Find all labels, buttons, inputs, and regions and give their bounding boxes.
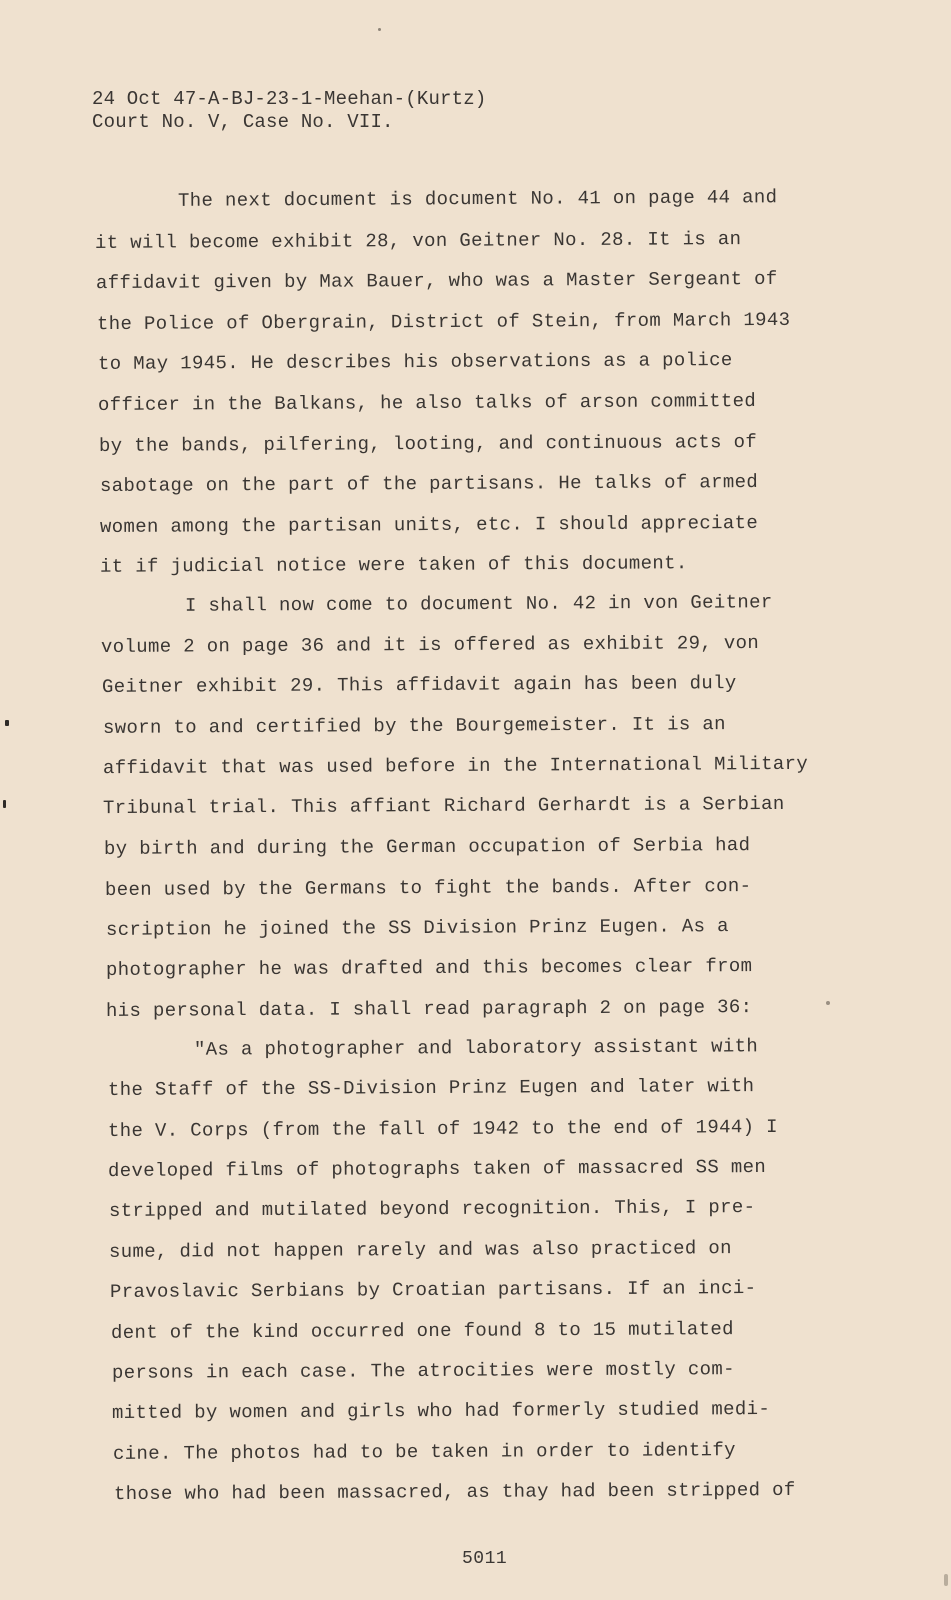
text-line: developed films of photographs taken of massacred SS men [107, 1155, 767, 1183]
text-line: to May 1945. He describes his observations as a police [97, 349, 733, 375]
text-line: volume 2 on page 36 and it is offered as exhibit 29, von [100, 631, 760, 659]
text-line: Geitner exhibit 29. This affidavit again has been duly [101, 672, 737, 698]
text-line: those who had been massacred, as thay had been stripped of [113, 1478, 796, 1506]
text-line: sume, did not happen rarely and was also practiced on [108, 1237, 732, 1263]
paper-speck [378, 28, 381, 31]
text-line: by birth and during the German occupation of Serbia had [103, 834, 751, 860]
text-line: been used by the Germans to fight the bands. After con- [104, 875, 752, 901]
text-line: scription he joined the SS Division Prinz Eugen. As a [105, 915, 729, 941]
text-line: stripped and mutilated beyond recognition. This, I pre- [108, 1196, 756, 1222]
text-line: his personal data. I shall read paragraph 2 on page 36: [105, 996, 753, 1022]
text-line: Tribunal trial. This affiant Richard Gerhardt is a Serbian [102, 792, 785, 820]
page-number: 5011 [462, 1549, 508, 1569]
text-line: the Police of Obergrain, District of Stein, from March 1943 [96, 308, 791, 336]
text-line: dent of the kind occurred one found 8 to 15 mutilated [110, 1318, 734, 1344]
text-line: affidavit that was used before in the International Military [102, 752, 809, 780]
text-line: it will become exhibit 28, von Geitner No. 28. It is an [94, 228, 742, 254]
text-line: officer in the Balkans, he also talks of arson committed [97, 389, 757, 417]
header-line-court-case: Court No. V, Case No. VII. [92, 111, 394, 133]
text-line: mitted by women and girls who had formerly studied medi- [111, 1397, 771, 1425]
paper-speck [944, 1574, 948, 1586]
text-line: Pravoslavic Serbians by Croatian partisans. If an inci- [109, 1277, 757, 1303]
document-header [92, 88, 486, 134]
paper-speck [5, 720, 9, 726]
text-line: I shall now come to document No. 42 in von Geitner [184, 591, 773, 617]
text-line: cine. The photos had to be taken in order to identify [112, 1439, 736, 1465]
text-line: sabotage on the part of the partisans. He talks of armed [99, 470, 759, 498]
text-line: by the bands, pilfering, looting, and continuous acts of [98, 430, 758, 458]
text-line: affidavit given by Max Bauer, who was a Master Sergeant of [95, 267, 778, 295]
header-line-date-code: 24 Oct 47-A-BJ-23-1-Meehan-(Kurtz) [92, 88, 487, 110]
paper-speck [826, 1001, 830, 1005]
text-line: persons in each case. The atrocities were mostly com- [111, 1358, 735, 1384]
text-line: the V. Corps (from the fall of 1942 to the end of 1944) I [107, 1115, 778, 1143]
paper-speck [3, 800, 6, 808]
text-line: sworn to and certified by the Bourgemeister. It is an [102, 713, 726, 739]
text-line: The next document is document No. 41 on page 44 and [177, 186, 778, 212]
text-line: women among the partisan units, etc. I should appreciate [99, 511, 759, 539]
text-line: photographer he was drafted and this becomes clear from [105, 955, 753, 981]
text-line: the Staff of the SS-Division Prinz Eugen and later with [107, 1075, 755, 1101]
text-line: it if judicial notice were taken of this document. [99, 552, 688, 578]
text-line: "As a photographer and laboratory assistant with [193, 1035, 759, 1061]
